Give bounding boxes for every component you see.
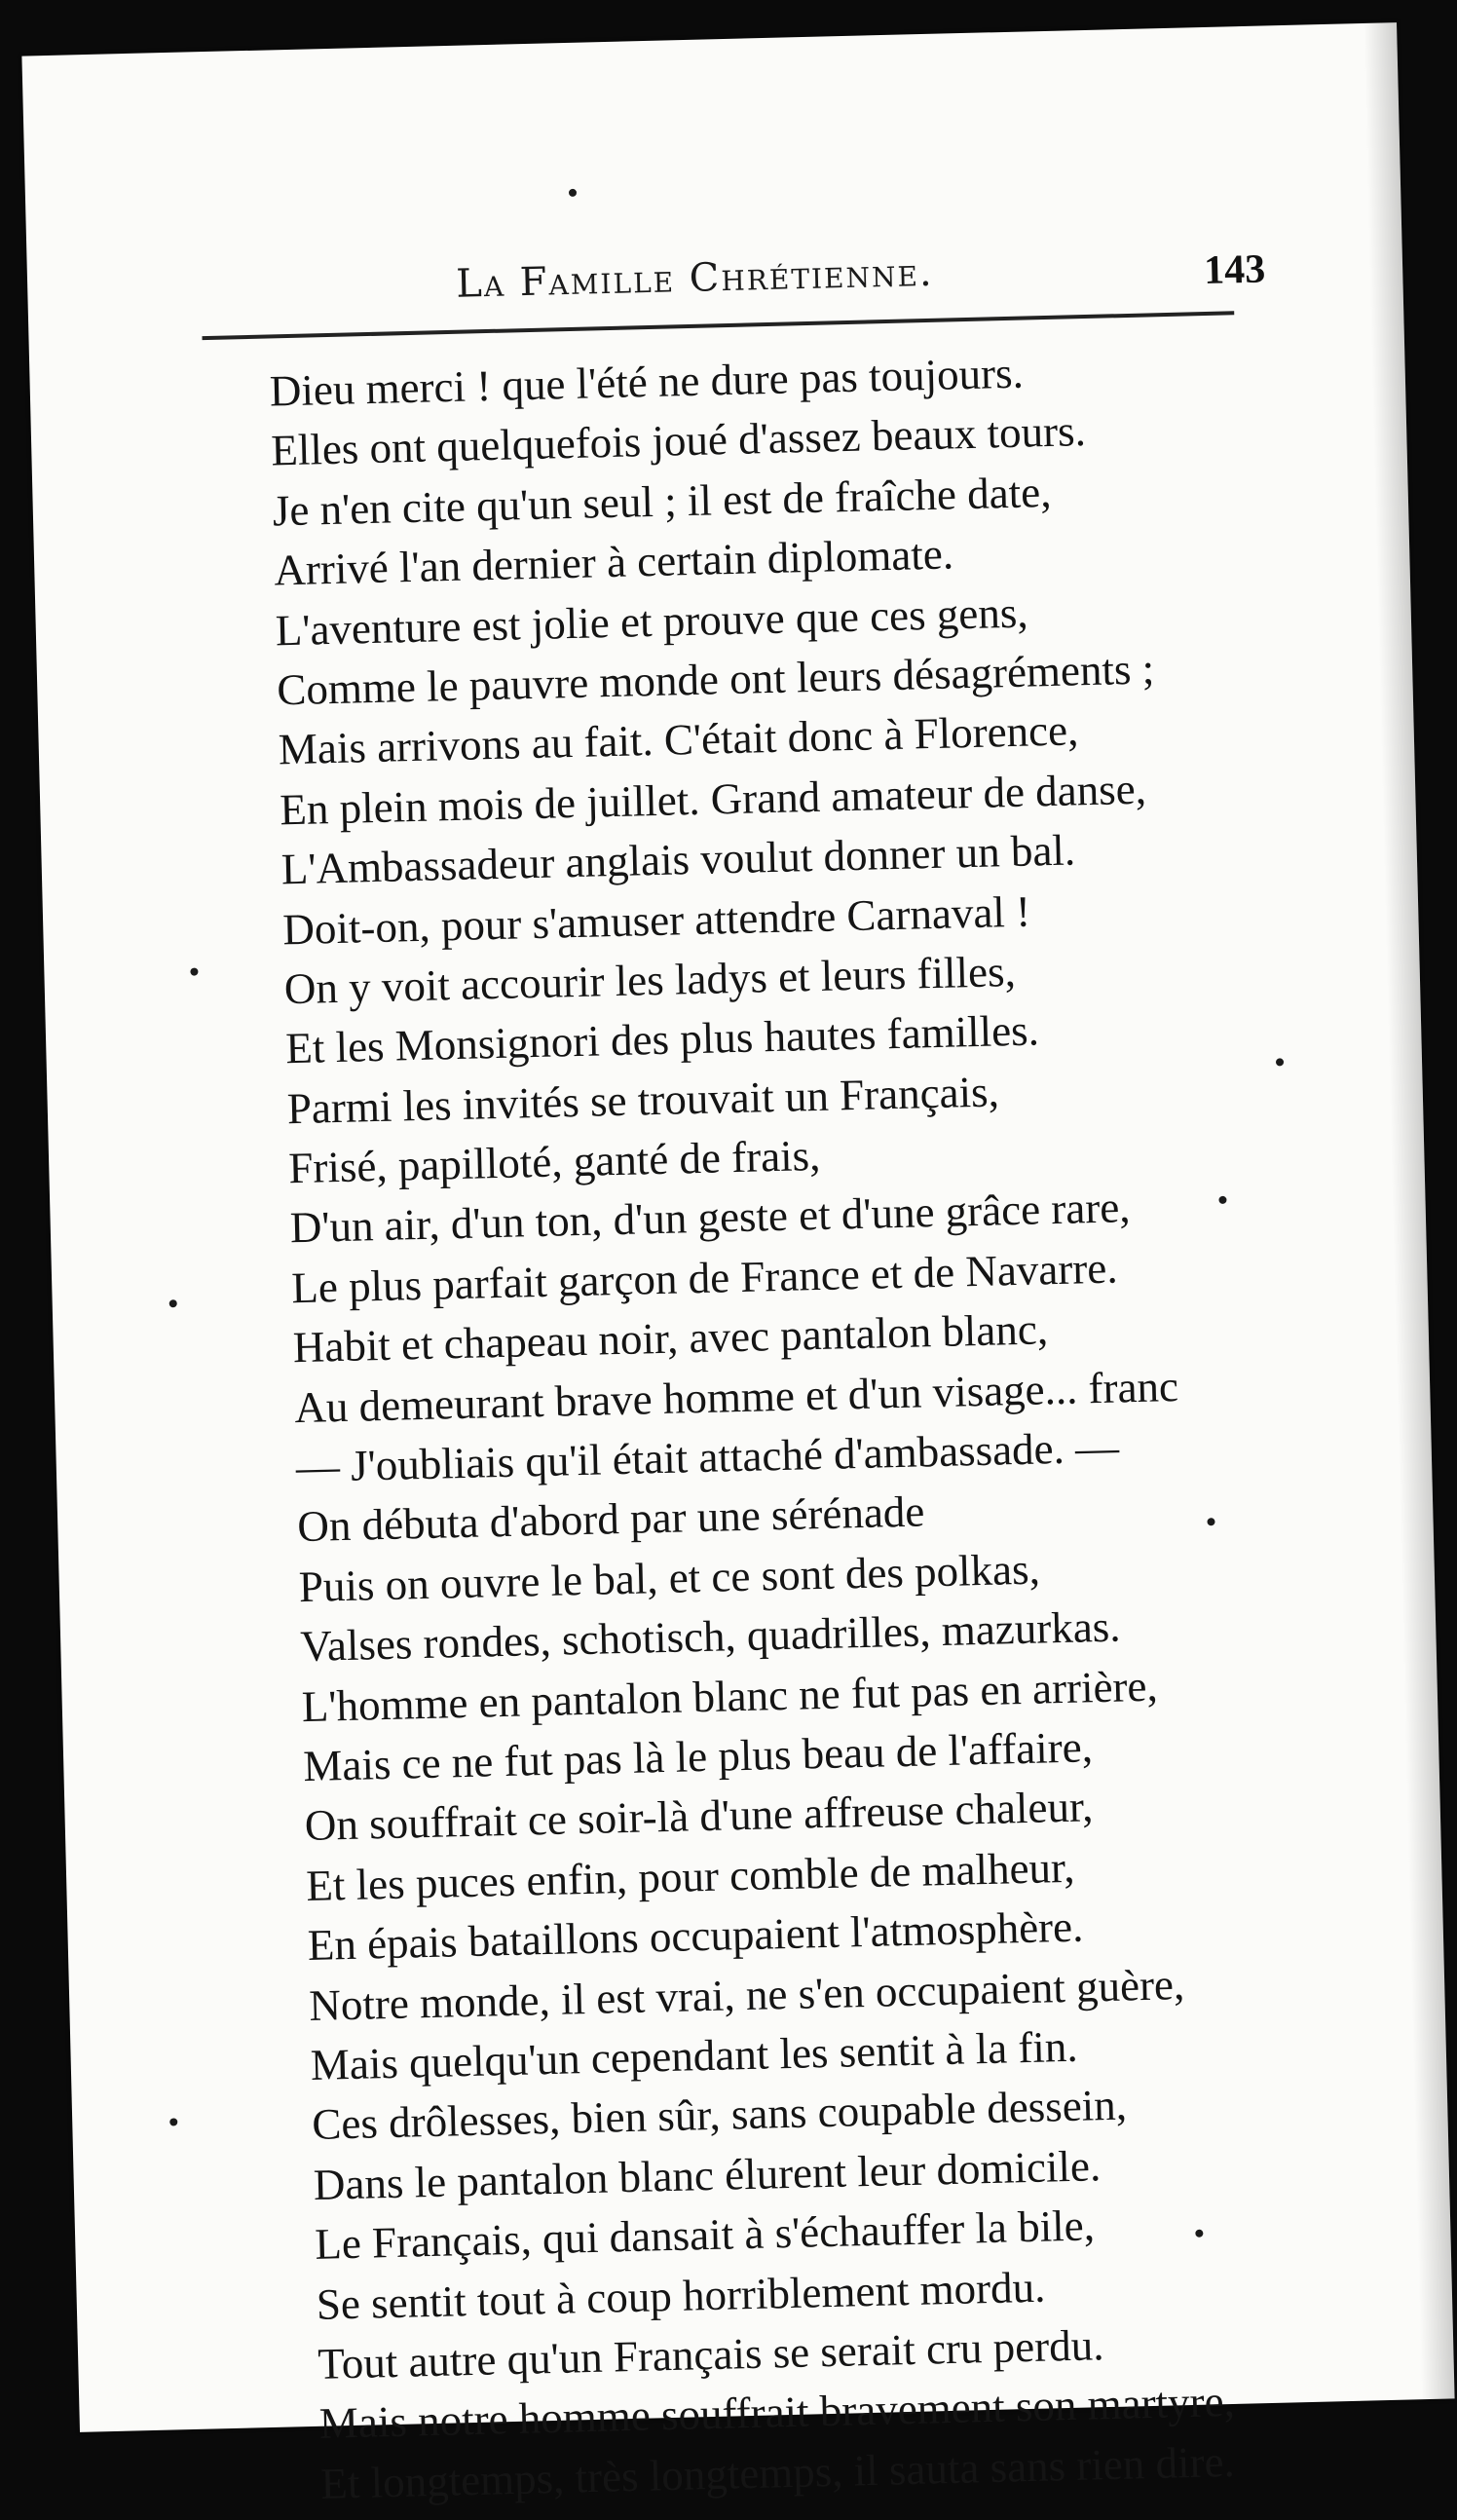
poem-line: Dans le pantalon blanc élurent leur domicile. xyxy=(313,2140,1102,2209)
page-number: 143 xyxy=(1203,246,1266,294)
running-title: La Famille Chrétienne. xyxy=(455,249,935,307)
poem-line: L'Ambassadeur anglais voulut donner un bal. xyxy=(280,825,1076,894)
poem-line: Et les Monsignori des plus hautes familles. xyxy=(284,1005,1040,1073)
ink-speck xyxy=(1276,1058,1284,1066)
page-edge-shadow xyxy=(1364,22,1455,2399)
poem-line: On débuta d'abord par une sérénade xyxy=(296,1486,925,1552)
poem-line: Je n'en cite qu'un seul ; il est de fraîche date, xyxy=(272,467,1052,536)
poem-line: L'homme en pantalon blanc ne fut pas en arrière, xyxy=(301,1661,1159,1731)
poem-line: D'un air, d'un ton, d'un geste et d'une grâce rare, xyxy=(289,1183,1132,1253)
poem-line: On souffrait ce soir-là d'une affreuse chaleur, xyxy=(304,1782,1094,1851)
poem-line: Au demeurant brave homme et d'un visage... franc xyxy=(293,1361,1179,1432)
poem-line: Ces drôlesses, bien sûr, sans coupable dessein, xyxy=(311,2080,1128,2150)
ink-speck xyxy=(569,189,577,197)
poem-line: En épais bataillons occupaient l'atmosphère. xyxy=(307,1901,1084,1971)
poem-line: Mais notre homme souffrait bravement son martyre, xyxy=(318,2377,1236,2449)
poem-line: Mais ce ne fut pas là le plus beau de l'affaire, xyxy=(302,1722,1094,1791)
poem-line: Doit-on, pour s'amuser attendre Carnaval ! xyxy=(281,886,1031,954)
poem-line: Mais quelqu'un cependant les sentit à la fin. xyxy=(310,2021,1079,2089)
poem-line: Puis on ouvre le bal, et ce sont des polkas, xyxy=(298,1544,1041,1611)
poem-line: Arrivé l'an dernier à certain diplomate. xyxy=(273,529,954,595)
book-page xyxy=(21,22,1454,2508)
poem-line: Frisé, papilloté, ganté de frais, xyxy=(287,1131,821,1193)
poem-line: Comme le pauvre monde ont leurs désagréments ; xyxy=(276,644,1155,715)
header-rule xyxy=(202,311,1234,340)
poem-line: Dieu merci ! que l'été ne dure pas toujours. xyxy=(269,348,1025,416)
poem-line: Tout autre qu'un Français se serait cru perdu. xyxy=(317,2320,1104,2388)
poem-line: Le plus parfait garçon de France et de Navarre. xyxy=(290,1243,1119,1313)
poem-line: Et longtemps, très longtemps, il sauta sans rien dire. xyxy=(319,2436,1236,2508)
ink-speck xyxy=(190,967,198,975)
poem-line: Se sentit tout à coup horriblement mordu. xyxy=(316,2262,1046,2329)
poem-line: Habit et chapeau noir, avec pantalon blanc, xyxy=(292,1304,1049,1373)
poem-line: Mais arrivons au fait. C'était donc à Florence, xyxy=(278,705,1079,774)
poem-line: Valses rondes, schotisch, quadrilles, mazurkas. xyxy=(299,1601,1122,1672)
poem-line: Parmi les invités se trouvait un Français, xyxy=(286,1067,1000,1133)
poem-line: Et les puces enfin, pour comble de malheur, xyxy=(305,1842,1075,1910)
poem-line: Notre monde, il est vrai, ne s'en occupaient guère, xyxy=(308,1959,1185,2030)
poem-line: Le Français, qui dansait à s'échauffer la bile, xyxy=(314,2200,1096,2270)
poem-line: L'aventure est jolie et prouve que ces gens, xyxy=(275,587,1029,655)
ink-speck xyxy=(169,1299,177,1307)
poem-line: En plein mois de juillet. Grand amateur de danse, xyxy=(279,764,1147,835)
poem-line: Elles ont quelquefois joué d'assez beaux tours. xyxy=(270,406,1087,475)
poem-line: — J'oubliais qu'il était attaché d'ambassade. — xyxy=(295,1422,1120,1492)
poem-line: On y voit accourir les ladys et leurs filles, xyxy=(283,946,1017,1014)
poem-text xyxy=(269,338,1295,2514)
ink-speck xyxy=(169,2118,177,2125)
